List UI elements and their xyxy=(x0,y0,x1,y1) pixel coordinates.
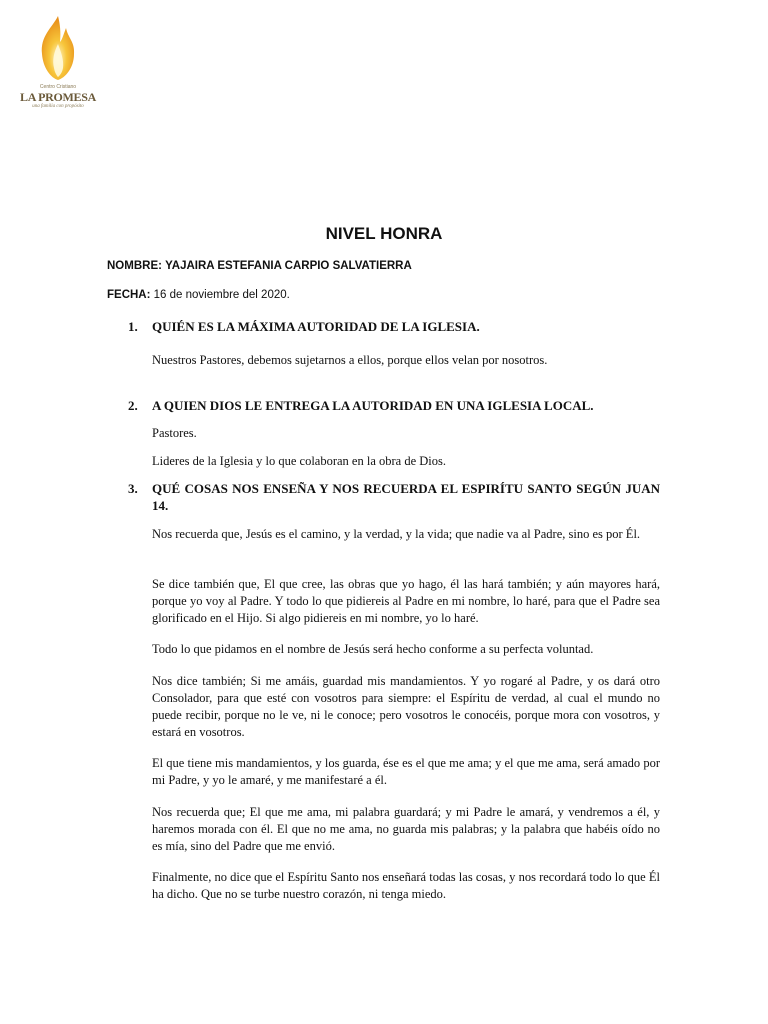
answer-paragraph: Lideres de la Iglesia y lo que colaboran en la obra de Dios. xyxy=(152,454,446,468)
question-text: QUÉ COSAS NOS ENSEÑA Y NOS RECUERDA EL ESPIRÍTU SANTO SEGÚN JUAN 14. xyxy=(152,481,660,513)
answer-paragraph: Pastores. xyxy=(152,426,197,440)
name-line xyxy=(107,260,412,272)
name-label: NOMBRE: xyxy=(107,260,162,272)
question-text: QUIÉN ES LA MÁXIMA AUTORIDAD DE LA IGLESIA. xyxy=(152,319,480,334)
date-value: 16 de noviembre del 2020. xyxy=(153,289,290,301)
document-title: NIVEL HONRA xyxy=(325,224,443,243)
date-line xyxy=(107,289,290,301)
logo-small-text: Centro Cristiano xyxy=(39,84,77,90)
logo-tagline: una familia con propósito xyxy=(32,104,84,109)
answer-paragraph: Todo lo que pidamos en el nombre de Jesús será hecho conforme a su perfecta voluntad. xyxy=(152,642,594,656)
question-number: 3. xyxy=(128,481,138,496)
date-label: FECHA: xyxy=(107,289,151,301)
answer-paragraph: Nos recuerda que, Jesús es el camino, y la verdad, y la vida; que nadie va al Padre, sino es por Él. xyxy=(152,527,641,541)
flame-icon xyxy=(18,14,98,84)
answer-paragraph: El que tiene mis mandamientos, y los guarda, ése es el que me ama; y el que me ama, será amado por mi Padre, y yo le amaré, y me manifestaré a él. xyxy=(152,756,660,787)
answer-paragraph: Se dice también que, El que cree, las obras que yo hago, él las hará también; y aún mayores hará, porque yo voy al Padre. Y todo lo que pidiereis al Padre en mi nombre, lo haré, para que el Padre sea glorificado en el Hijo. Si algo pidiereis en mi nombre, yo lo haré. xyxy=(152,577,660,625)
question-3 xyxy=(128,480,660,514)
question-text: A QUIEN DIOS LE ENTREGA LA AUTORIDAD EN UNA IGLESIA LOCAL. xyxy=(152,398,594,413)
church-logo xyxy=(18,14,98,124)
question-2 xyxy=(128,397,660,414)
question-1 xyxy=(128,318,660,335)
name-value: YAJAIRA ESTEFANIA CARPIO SALVATIERRA xyxy=(165,260,412,272)
question-number: 2. xyxy=(128,398,138,413)
answer-paragraph: Nos dice también; Si me amáis, guardad mis mandamientos. Y yo rogaré al Padre, y os dará otro Consolador, para que esté con vosotros para siempre: el Espíritu de verdad, al cual el mundo no puede recibir, porque no le ve, ni le conoce; pero vosotros le conocéis, porque mora con vosotros, y estará en vosotros. xyxy=(152,674,660,739)
answer-paragraph: Nos recuerda que; El que me ama, mi palabra guardará; y mi Padre le amará, y vendremos a él, y haremos morada con él. El que no me ama, no guarda mis palabras; y la palabra que habéis oído no es mía, sino del Padre que me envió. xyxy=(152,805,660,853)
answer-paragraph: Nuestros Pastores, debemos sujetarnos a ellos, porque ellos velan por nosotros. xyxy=(152,353,548,367)
answer-paragraph: Finalmente, no dice que el Espíritu Santo nos enseñará todas las cosas, y nos recordará todo lo que Él ha dicho. Que no se turbe nuestro corazón, ni tenga miedo. xyxy=(152,870,660,901)
question-number: 1. xyxy=(128,319,138,334)
logo-name: LA PROMESA xyxy=(19,90,96,104)
